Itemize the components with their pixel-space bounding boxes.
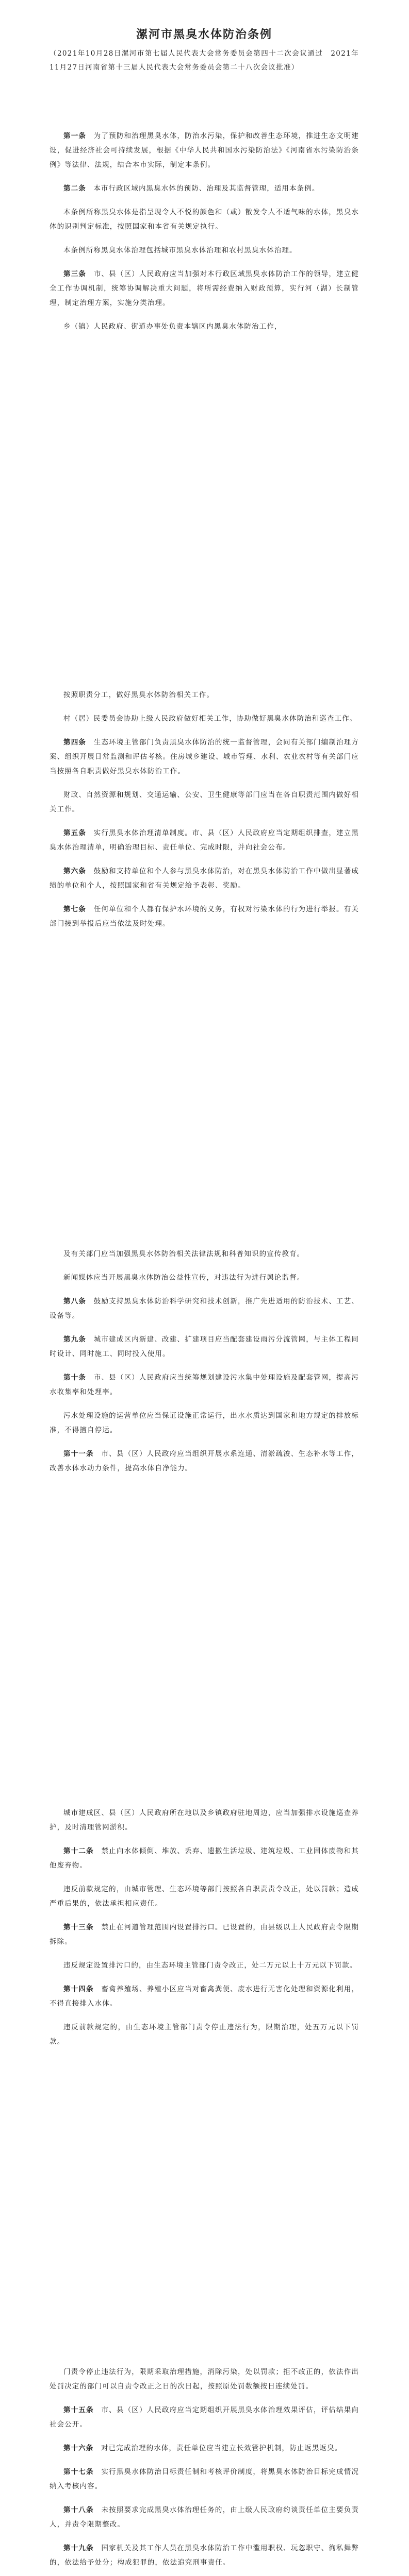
section-block xyxy=(50,129,359,343)
article-number: 第七条 xyxy=(63,905,87,913)
article-text: 畜禽养殖场、养殖小区应当对畜禽粪便、废水进行无害化处理和资源化利用，不得直接排入水体。 xyxy=(50,1985,359,2008)
article-paragraph xyxy=(50,1332,359,1361)
article-number: 第十八条 xyxy=(63,2506,94,2514)
article-number: 第十六条 xyxy=(63,2444,94,2452)
article-paragraph xyxy=(50,788,359,817)
article-text: 生态环境主管部门负责黑臭水体防治的统一监督管理，会同有关部门编制治理方案、组织开展日常监测和评估考核。住房城乡建设、城市管理、水利、农业农村等有关部门应当按照各自职责做好黑臭水体防治工作。 xyxy=(50,738,359,775)
article-number: 第十七条 xyxy=(63,2468,94,2476)
article-text: 乡（镇）人民政府、街道办事处负责本辖区内黑臭水体防治工作， xyxy=(63,323,282,331)
article-number: 第四条 xyxy=(63,738,87,747)
article-paragraph xyxy=(50,1844,359,1873)
article-text: 财政、自然资源和规划、交通运输、公安、卫生健康等部门应当在各自职责范围内做好相关工作。 xyxy=(50,791,359,814)
article-paragraph xyxy=(50,735,359,778)
article-paragraph xyxy=(50,205,359,234)
article-paragraph xyxy=(50,1958,359,1973)
article-text: 城市建成区、县（区）人民政府所在地以及乡镇政府驻地周边，应当加强排水设施巡查养护，及时清理管网淤积。 xyxy=(50,1809,359,1832)
article-number: 第二条 xyxy=(63,184,86,193)
article-number: 第三条 xyxy=(63,270,87,278)
article-paragraph xyxy=(50,267,359,310)
section-block xyxy=(50,1247,359,1485)
article-paragraph xyxy=(50,1247,359,1261)
article-paragraph xyxy=(50,902,359,931)
article-paragraph xyxy=(50,826,359,855)
article-text: 村（居）民委员会协助上级人民政府做好相关工作，协助做好黑臭水体防治和巡查工作。 xyxy=(63,715,357,723)
article-text: 市、县（区）人民政府应当加强对本行政区域黑臭水体防治工作的领导，建立健全工作协调机制，统筹协调解决重大问题，将所需经费纳入财政预算，实行河（湖）长制管理，制定治理方案，实施分类治理。 xyxy=(50,270,359,307)
article-paragraph xyxy=(50,1806,359,1835)
article-number: 第十一条 xyxy=(63,1450,94,1458)
article-text: 实行黑臭水体治理清单制度。市、县（区）人民政府应当定期组织排查，建立黑臭水体治理清单，明确治理目标、责任单位、完成时限，并向社会公布。 xyxy=(50,829,359,852)
article-text: 及有关部门应当加强黑臭水体防治相关法律法规和科普知识的宣传教育。 xyxy=(63,1250,305,1258)
article-text: 鼓励和支持单位和个人参与黑臭水体防治，对在黑臭水体防治工作中做出显著成绩的单位和个人，按照国家和省有关规定给予表彰、奖励。 xyxy=(50,867,359,890)
article-number: 第十五条 xyxy=(63,2406,94,2414)
article-paragraph xyxy=(50,2365,359,2394)
article-text: 为了预防和治理黑臭水体，防治水污染，保护和改善生态环境，推进生态文明建设，促进经济社会可持续发展，根据《中华人民共和国水污染防治法》《河南省水污染防治条例》等法律、法规，结合本市实际，制定本条例。 xyxy=(50,132,359,169)
article-paragraph xyxy=(50,2541,359,2570)
article-text: 市、县（区）人民政府应当统筹规划建设污水集中处理设施及配套管网，提高污水收集率和处理率。 xyxy=(50,1374,359,1396)
article-paragraph xyxy=(50,129,359,172)
article-text: 任何单位和个人都有保护水环境的义务，有权对污染水体的行为进行举报。有关部门接到举报后应当依法及时处理。 xyxy=(50,905,359,928)
article-text: 违反前款规定的，由生态环境主管部门责令停止违法行为，限期治理，处五万元以下罚款。 xyxy=(50,2023,359,2046)
article-text: 鼓励支持黑臭水体防治科学研究和技术创新，推广先进适用的防治技术、工艺、设备等。 xyxy=(50,1297,359,1320)
article-text: 市、县（区）人民政府应当定期组织开展黑臭水体治理效果评估，评估结果向社会公开。 xyxy=(50,2406,359,2429)
article-paragraph xyxy=(50,1882,359,1911)
article-text: 对已完成治理的水体，责任单位应当建立长效管护机制，防止返黑返臭。 xyxy=(101,2444,342,2452)
section-block xyxy=(50,1806,359,2058)
document-title: 漯河市黑臭水体防治条例 xyxy=(136,28,272,41)
article-text: 按照职责分工，做好黑臭水体防治相关工作。 xyxy=(63,691,214,699)
article-number: 第六条 xyxy=(63,867,87,875)
article-text: 门责令停止违法行为，限期采取治理措施，消除污染，处以罚款；拒不改正的，依法作出处罚决定的部门可以自责令改正之日的次日起，按照原处罚数额按日连续处罚。 xyxy=(50,2368,359,2391)
article-number: 第十三条 xyxy=(63,1923,94,1931)
section-block xyxy=(50,688,359,940)
article-paragraph xyxy=(50,864,359,893)
article-text: 本条例所称黑臭水体是指呈现令人不悦的颜色和（或）散发令人不适气味的水体，黑臭水体的识别判定标准，按照国家和本省有关规定执行。 xyxy=(50,208,359,231)
article-paragraph xyxy=(50,319,359,334)
article-text: 新闻媒体应当开展黑臭水体防治公益性宣传，对违法行为进行舆论监督。 xyxy=(63,1274,305,1282)
article-paragraph xyxy=(50,1409,359,1437)
article-text: 禁止在河道管理范围内设置排污口。已设置的，由县级以上人民政府责令限期拆除。 xyxy=(50,1923,359,1946)
article-paragraph xyxy=(50,181,359,196)
article-number: 第一条 xyxy=(63,132,87,140)
article-number: 第十四条 xyxy=(63,1985,94,1993)
article-text: 禁止向水体倾倒、堆放、丢弃、遗撒生活垃圾、建筑垃圾、工业固体废物和其他废弃物。 xyxy=(50,1847,359,1870)
article-text: 本市行政区域内黑臭水体的预防、治理及其监督管理，适用本条例。 xyxy=(93,184,320,193)
article-text: 市、县（区）人民政府应当组织开展水系连通、清淤疏浚、生态补水等工作，改善水体水动力条件，提高水体自净能力。 xyxy=(50,1450,359,1472)
article-text: 违反前款规定的，由城市管理、生态环境等部门按照各自职责责令改正，处以罚款；造成严重后果的，依法承担相应责任。 xyxy=(50,1885,359,1908)
article-paragraph xyxy=(50,1982,359,2011)
article-number: 第八条 xyxy=(63,1297,87,1306)
article-text: 本条例所称黑臭水体治理包括城市黑臭水体治理和农村黑臭水体治理。 xyxy=(63,246,297,255)
article-paragraph xyxy=(50,2403,359,2432)
section-block xyxy=(50,2365,359,2576)
article-paragraph xyxy=(50,1270,359,1285)
article-paragraph xyxy=(50,711,359,726)
article-paragraph xyxy=(50,243,359,258)
document-header xyxy=(50,26,359,75)
article-number: 第十条 xyxy=(63,1374,87,1382)
document-preface: （2021年10月28日漯河市第七届人民代表大会常务委员会第四十二次会议通过 2021年11月27日河南省第十三届人民代表大会常务委员会第二十八次会议批准） xyxy=(50,49,359,72)
article-text: 城市建成区内新建、改建、扩建项目应当配套建设雨污分流管网，与主体工程同时设计、同时施工、同时投入使用。 xyxy=(50,1335,359,1358)
article-paragraph xyxy=(50,1294,359,1323)
article-paragraph xyxy=(50,2020,359,2049)
article-text: 未按照要求完成黑臭水体治理任务的，由上级人民政府约谈责任单位主要负责人，并责令限期整改。 xyxy=(50,2506,359,2529)
article-text: 污水处理设施的运营单位应当保证设施正常运行，出水水质达到国家和地方规定的排放标准，不得擅自停运。 xyxy=(50,1412,359,1434)
article-paragraph xyxy=(50,688,359,702)
article-paragraph xyxy=(50,2441,359,2455)
article-number: 第十九条 xyxy=(63,2544,94,2552)
article-paragraph xyxy=(50,1920,359,1949)
article-number: 第九条 xyxy=(63,1335,87,1344)
article-text: 违反规定设置排污口的，由生态环境主管部门责令改正，处二万元以上十万元以下罚款。 xyxy=(63,1961,357,1970)
article-text: 实行黑臭水体防治目标责任制和考核评价制度，将黑臭水体防治目标完成情况纳入考核内容。 xyxy=(50,2468,359,2490)
article-text: 国家机关及其工作人员在黑臭水体防治工作中滥用职权、玩忽职守、徇私舞弊的，依法给予处分；构成犯罪的，依法追究刑事责任。 xyxy=(50,2544,359,2567)
article-paragraph xyxy=(50,2503,359,2532)
article-paragraph xyxy=(50,2465,359,2494)
article-number: 第五条 xyxy=(63,829,87,837)
article-number: 第十二条 xyxy=(63,1847,94,1855)
article-paragraph xyxy=(50,1370,359,1399)
article-paragraph xyxy=(50,1447,359,1476)
